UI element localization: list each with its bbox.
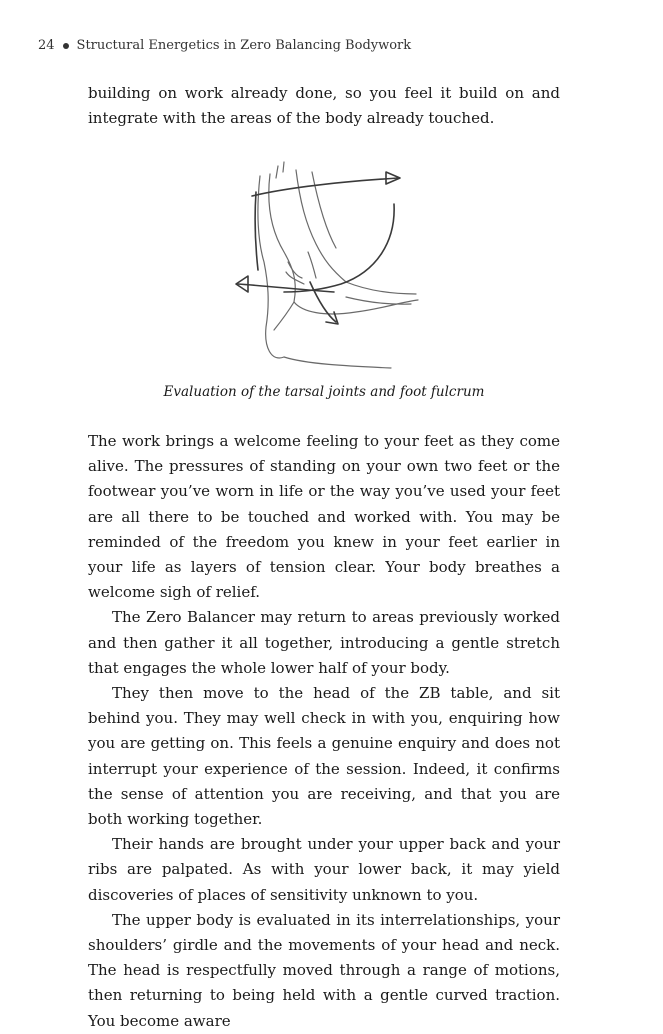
bullet-icon	[63, 43, 69, 49]
paragraph: The work brings a welcome feeling to your feet as they come alive. The pressures of standing on your own two feet or the footwear you’ve worn in life or the way you’ve used your feet are all there to be touched and worked with. You may be reminded of the freedom you knew in your feet earlier in your life as layers of tension clear. Your body breathes a welcome sigh of relief.	[88, 432, 560, 602]
paragraph: They then move to the head of the ZB table, and sit behind you. They may well check in with you, enquiring how you are getting on. This feels a genuine enquiry and does not interrupt your experience of the session. Indeed, it confirms the sense of attention you are receiving, and that you are both working together.	[88, 684, 560, 829]
paragraph: building on work already done, so you feel it build on and integrate with the areas of the body already touched.	[88, 84, 560, 128]
paragraph: Their hands are brought under your upper back and your ribs are palpated. As with your lower back, it may yield discoveries of places of sensitivity unknown to you.	[88, 835, 560, 904]
figure-caption: Evaluation of the tarsal joints and foot fulcrum	[163, 384, 485, 400]
running-head	[38, 38, 411, 53]
foot-sketch-illustration	[226, 152, 426, 374]
book-title: Structural Energetics in Zero Balancing Bodywork	[76, 38, 412, 53]
continuation-paragraph	[88, 81, 560, 131]
page-number: 24	[38, 38, 55, 53]
paragraph: The upper body is evaluated in its interrelationships, your shoulders’ girdle and the movements of your head and neck. The head is respectfully moved through a range of motions, then returning to being held with a gentle curved traction. You become aware	[88, 910, 560, 1030]
body-text	[88, 429, 560, 1034]
paragraph: The Zero Balancer may return to areas previously worked and then gather it all together, introducing a gentle stretch that engages the whole lower half of your body.	[88, 608, 560, 677]
